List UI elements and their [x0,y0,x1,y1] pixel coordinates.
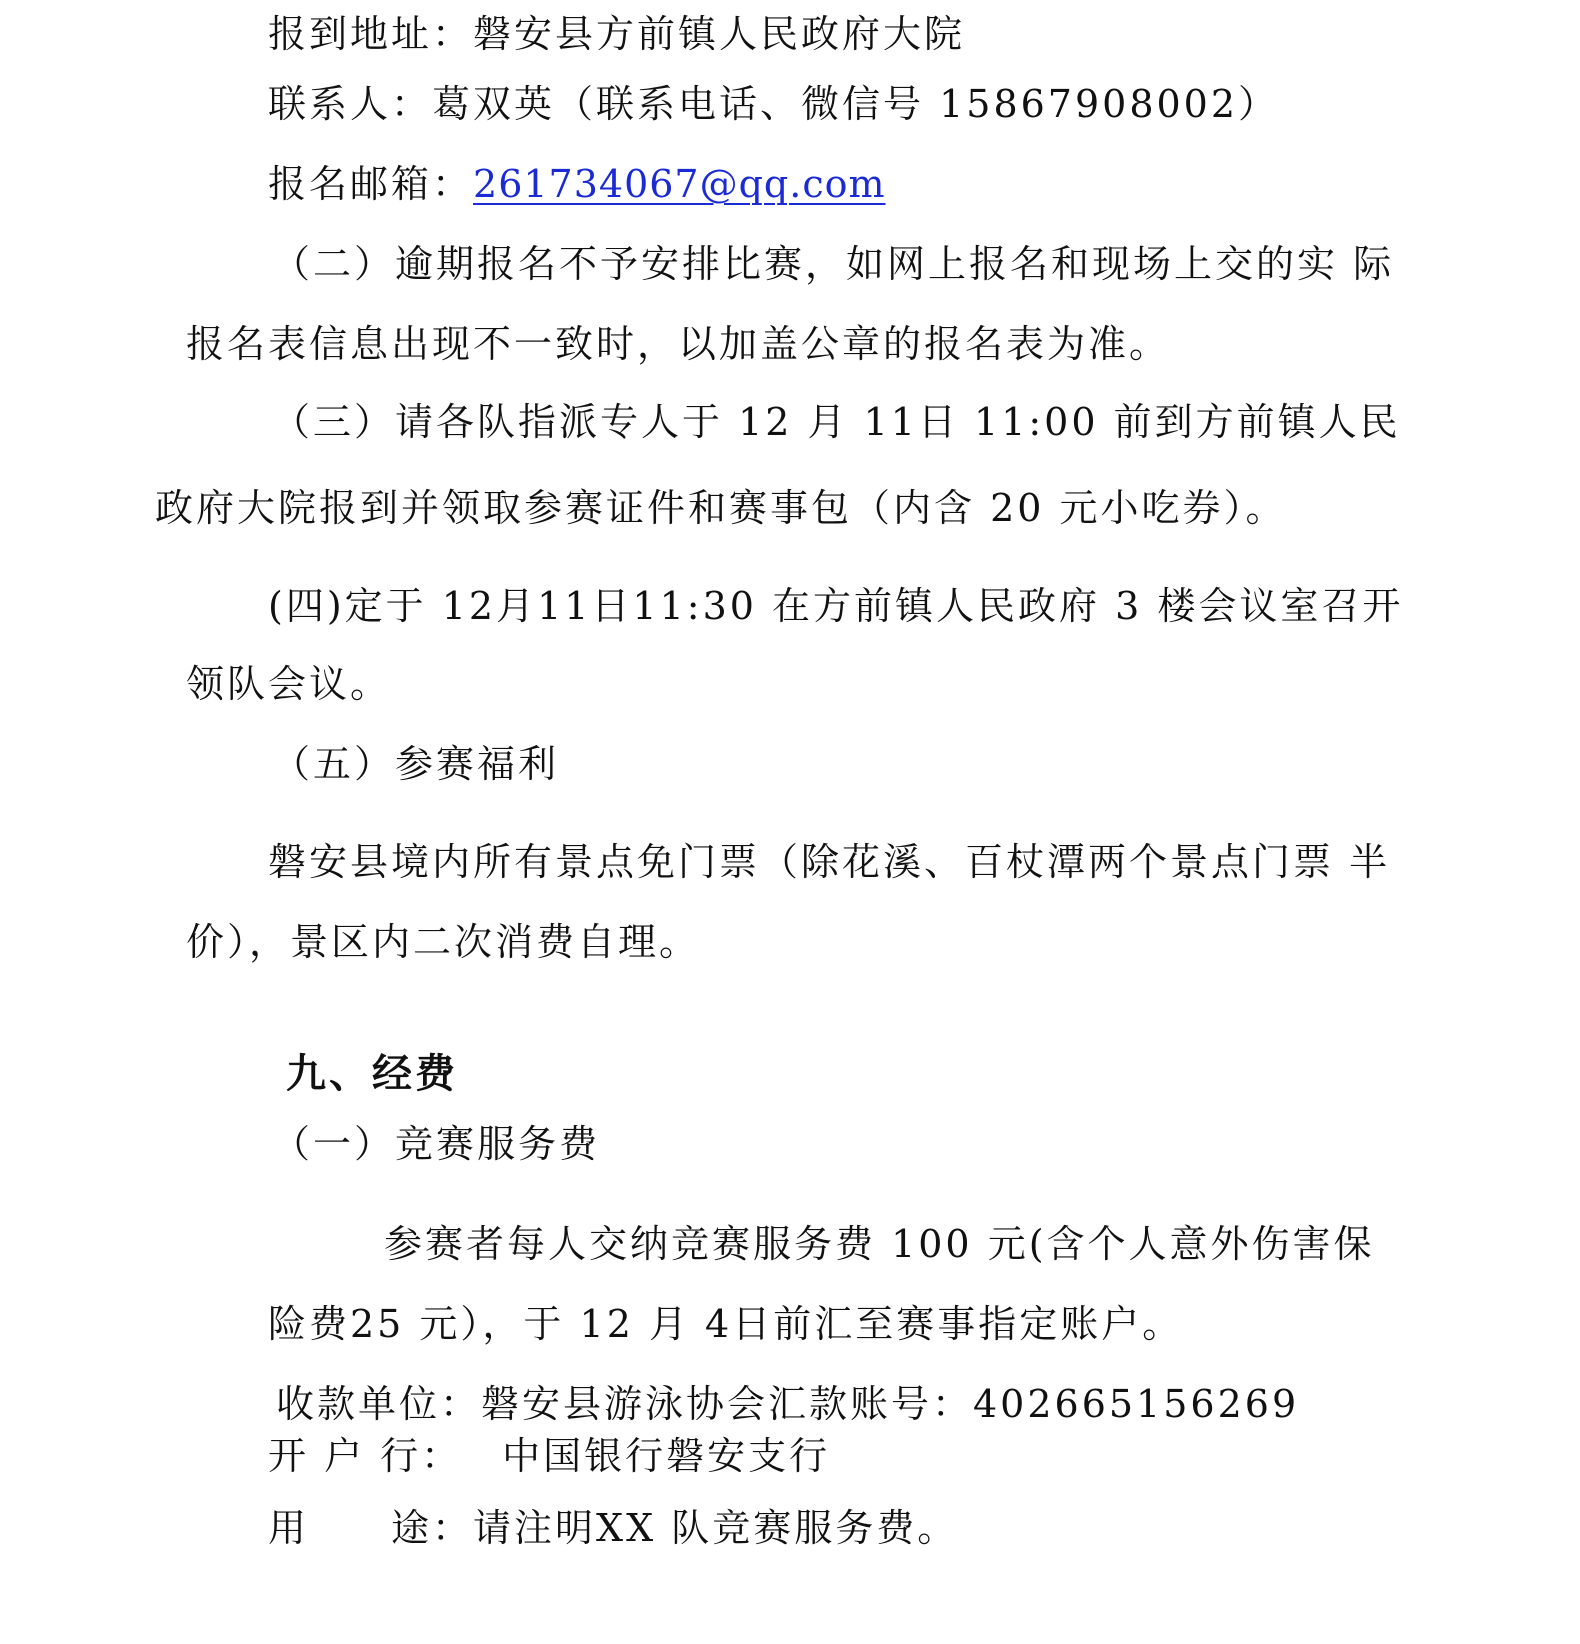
bank-label: 开 户 行： [268,1434,463,1478]
item5-line1: 磐安县境内所有景点免门票（除花溪、百杖潭两个景点门票 半 [268,840,1391,884]
bank-value: 中国银行磐安支行 [502,1434,831,1478]
item5-line2: 价），景区内二次消费自理。 [186,920,701,964]
fee-line1: 参赛者每人交纳竞赛服务费 100 元(含个人意外伤害保 [384,1222,1375,1266]
email-link[interactable]: 261734067@qq.com [473,162,886,206]
purpose-value: 请注明XX 队竞赛服务费。 [473,1506,959,1550]
item3-line2: 政府大院报到并领取参赛证件和赛事包（内含 20 元小吃券）。 [155,486,1287,530]
address-value: 磐安县方前镇人民政府大院 [473,12,966,56]
sub1-title: （一）竞赛服务费 [272,1122,601,1166]
item2-line2: 报名表信息出现不一致时，以加盖公章的报名表为准。 [186,322,1171,366]
section-heading: 九、经费 [286,1051,458,1097]
purpose-label: 用 途： [268,1506,474,1550]
payee-line: 收款单位：磐安县游泳协会汇款账号：402665156269 [276,1382,1300,1426]
contact-label: 联系人： [268,82,433,126]
item3-line1: （三）请各队指派专人于 12 月 11日 11:00 前到方前镇人民 [272,400,1401,444]
contact-line [268,80,1279,128]
item4-line1: (四)定于 12月11日11:30 在方前镇人民政府 3 楼会议室召开 [268,584,1404,628]
fee-line2: 险费25 元），于 12 月 4日前汇至赛事指定账户。 [268,1302,1184,1346]
item2-line1: （二）逾期报名不予安排比赛，如网上报名和现场上交的实 际 [272,242,1395,286]
address-line [268,10,965,58]
email-line [268,160,886,208]
item4-line2: 领队会议。 [186,662,392,706]
address-label: 报到地址： [268,12,474,56]
contact-value: 葛双英（联系电话、微信号 15867908002） [432,82,1280,126]
purpose-line [268,1504,958,1552]
bank-line [268,1432,830,1480]
item5-title: （五）参赛福利 [272,742,560,786]
email-label: 报名邮箱： [268,162,474,206]
